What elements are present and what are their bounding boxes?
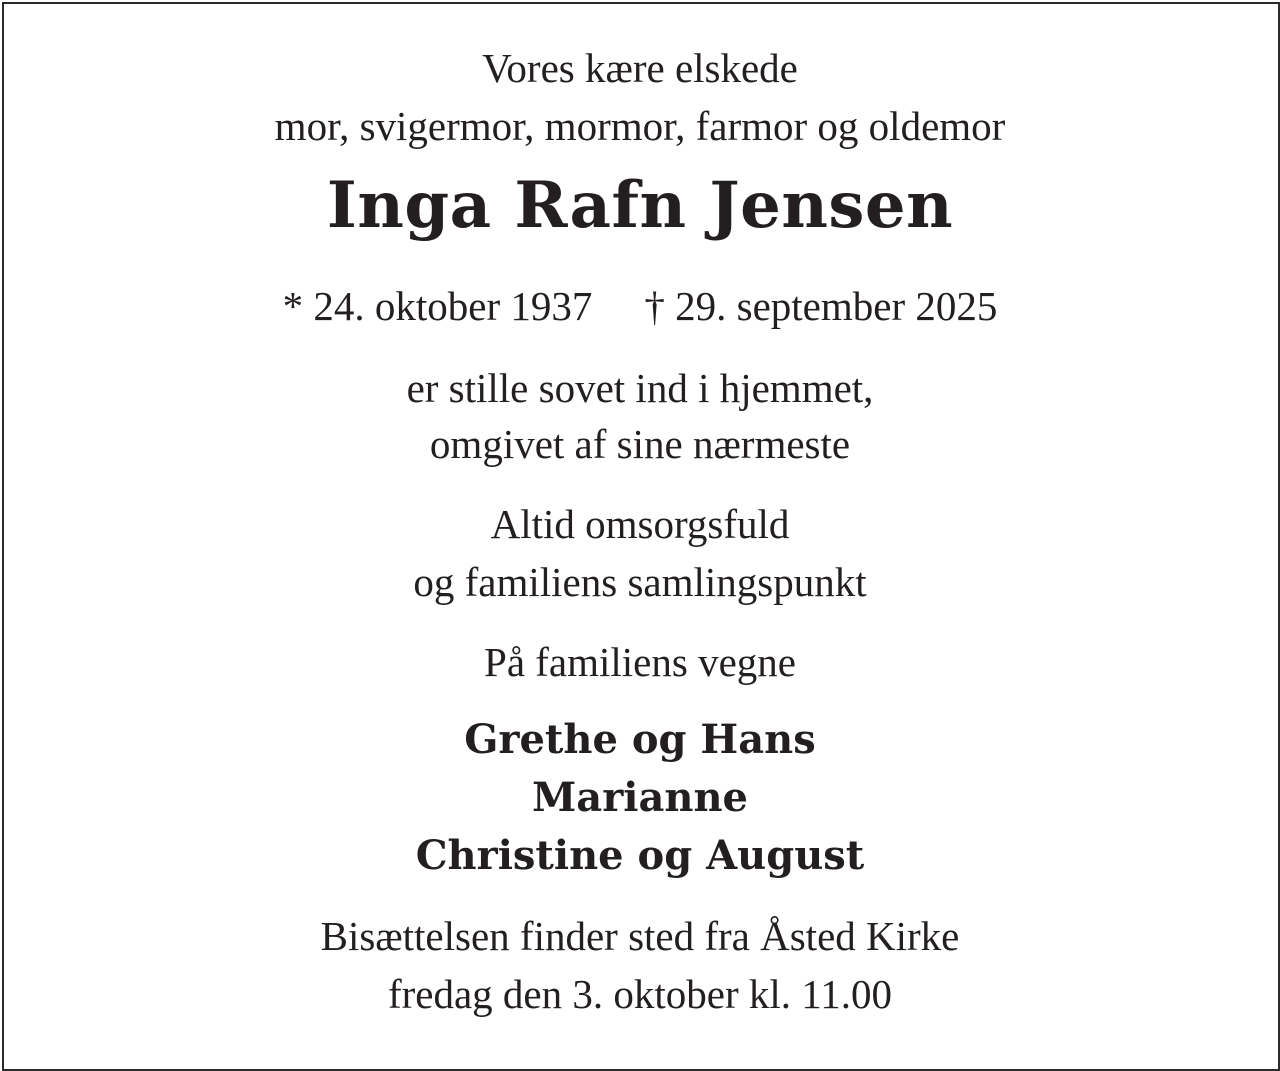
signoff: På familiens vegne [484,639,796,685]
family-member: Marianne [532,774,748,821]
message-line-2: omgivet af sine nærmeste [429,421,851,467]
tribute-line-2: og familiens samlingspunkt [413,559,867,605]
tribute-line-1: Altid omsorgsfuld [490,501,790,547]
intro-line-2: mor, svigermor, mormor, farmor og oldemor [274,103,1006,149]
life-dates [0,283,1280,329]
funeral-line-1: Bisættelsen finder sted fra Åsted Kirke [320,913,960,959]
message-line-1: er stille sovet ind i hjemmet, [406,365,874,411]
family-member: Christine og August [415,832,865,879]
family-member: Grethe og Hans [464,716,816,763]
intro-line-1: Vores kære elskede [482,45,798,91]
funeral-line-2: fredag den 3. oktober kl. 11.00 [387,971,892,1017]
death-date: † 29. september 2025 [644,283,998,329]
birth-date: * 24. oktober 1937 [282,283,593,329]
deceased-name: Inga Rafn Jensen [326,168,954,243]
